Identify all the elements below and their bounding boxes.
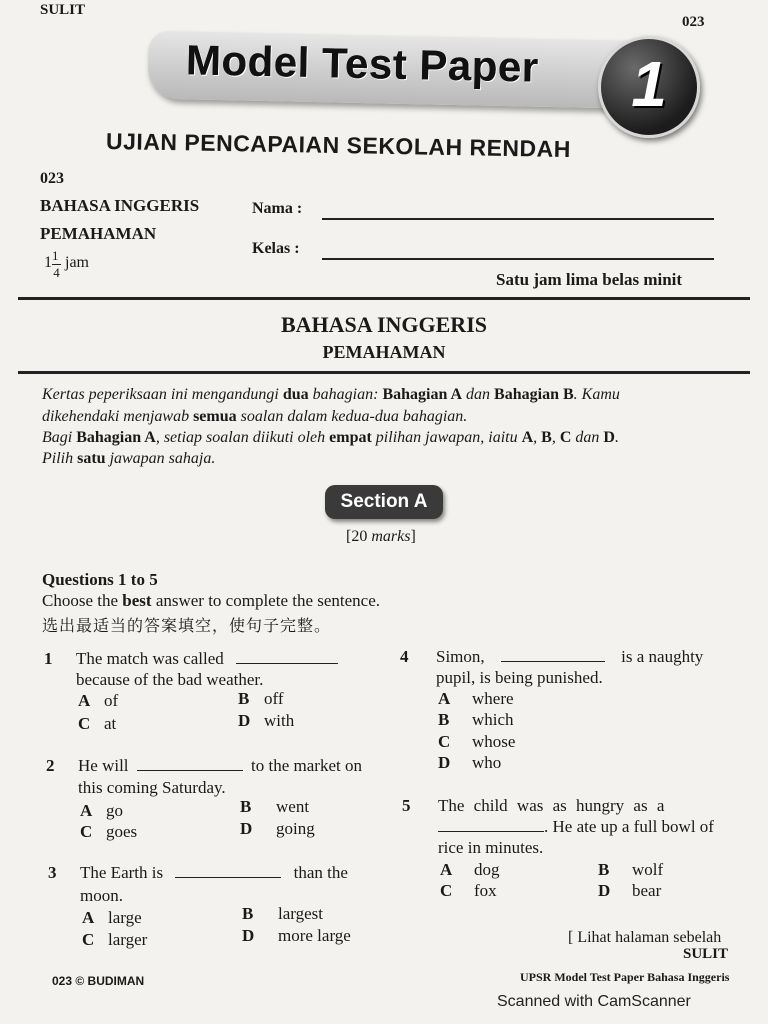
instruction-line-3 (42, 429, 619, 447)
option-text: go (106, 801, 123, 820)
question-text-line-2 (438, 817, 714, 837)
option-letter: B (238, 689, 250, 708)
option-text: off (264, 689, 284, 708)
answer-blank (236, 649, 338, 664)
option-letter: C (440, 881, 453, 900)
question-number: 3 (48, 863, 57, 882)
marks-open: [20 (346, 528, 372, 545)
option-b[interactable] (242, 904, 323, 924)
duration-words: Satu jam lima belas minit (496, 270, 683, 289)
option-text: goes (106, 822, 138, 841)
question-number: 5 (402, 796, 411, 815)
option-d[interactable] (242, 926, 351, 946)
instr-text: bahagian: (308, 386, 383, 403)
question-text-line-1 (436, 647, 703, 667)
option-text: went (276, 797, 310, 816)
question-number: 1 (44, 649, 53, 668)
option-c[interactable] (78, 714, 116, 734)
instr-emph: B (541, 429, 552, 446)
questions-instruction (42, 591, 380, 611)
option-c[interactable] (82, 930, 147, 950)
question-text-line-2: because of the bad weather. (76, 670, 264, 689)
instr-text: Kertas peperiksaan ini mengandungi (42, 386, 283, 403)
option-b[interactable] (438, 710, 514, 730)
option-c[interactable] (438, 732, 515, 752)
instr-text: dikehendaki menjawab (42, 408, 194, 425)
instr-emph: Bahagian A (382, 386, 463, 403)
option-c[interactable] (80, 822, 137, 842)
option-letter: D (242, 926, 255, 945)
instr-text: answer to complete the sentence. (151, 591, 381, 610)
duration-fraction (44, 248, 89, 280)
option-letter: C (80, 822, 93, 841)
instr-text: , setiap soalan diikuti oleh (155, 429, 330, 446)
option-letter: D (238, 711, 251, 730)
questions-instruction-chinese: 选出最适当的答案填空，使句子完整。 (42, 618, 332, 635)
marks-close: ] (410, 528, 416, 545)
answer-blank (175, 863, 281, 878)
instr-text: Bagi (42, 429, 77, 446)
title-subject: BAHASA INGGERIS (280, 312, 487, 337)
question-text-line-3: rice in minutes. (438, 838, 544, 857)
option-d[interactable] (438, 753, 501, 773)
option-text: at (104, 714, 117, 733)
question-text-line-1: The child was as hungry as a (438, 796, 665, 815)
option-text: which (472, 710, 514, 729)
banner-title: Model Test Paper (185, 36, 540, 91)
stem-text: The match was called (76, 649, 224, 668)
option-letter: B (242, 904, 254, 923)
instr-text: jawapan sahaja. (105, 450, 216, 467)
stem-text: He will (78, 756, 129, 775)
option-b[interactable] (240, 797, 309, 817)
subject-code: 023 (40, 170, 64, 187)
series-title: UPSR Model Test Paper Bahasa Inggeris (520, 970, 730, 984)
option-c[interactable] (440, 881, 497, 901)
duration-whole: 1 (44, 254, 52, 271)
option-letter: A (80, 801, 93, 820)
section-a-label: Section A (325, 485, 443, 519)
duration-unit: jam (65, 254, 89, 271)
option-a[interactable] (440, 860, 500, 880)
divider-top (18, 297, 750, 300)
option-a[interactable] (438, 689, 514, 709)
option-d[interactable] (240, 819, 315, 839)
section-marks (346, 528, 416, 546)
instr-emph: C (559, 429, 572, 446)
instr-text: , (551, 429, 560, 446)
instruction-line-4 (42, 450, 215, 468)
question-number: 2 (46, 756, 55, 775)
instr-emph: satu (77, 450, 106, 467)
option-text: dog (474, 860, 500, 879)
duration-denominator: 4 (53, 265, 60, 280)
paper-number: 1 (631, 48, 667, 120)
option-text: more large (278, 926, 351, 945)
instr-text: . Kamu (573, 386, 620, 403)
option-text: whose (472, 732, 516, 751)
option-text: bear (632, 881, 662, 900)
option-letter: A (82, 908, 95, 927)
option-letter: C (82, 930, 95, 949)
instr-emph: dua (282, 386, 309, 403)
exam-title: UJIAN PENCAPAIAN SEKOLAH RENDAH (105, 127, 572, 163)
option-letter: A (78, 691, 91, 710)
answer-blank (137, 756, 243, 771)
stem-text: is a naughty (621, 647, 704, 666)
option-text: where (472, 689, 514, 708)
option-letter: D (598, 881, 611, 900)
option-d[interactable] (598, 881, 661, 901)
question-text-line-1 (78, 756, 362, 776)
instr-emph: Bahagian B (494, 386, 574, 403)
question-text-line-1 (76, 649, 338, 669)
instr-emph: best (122, 591, 152, 610)
option-a[interactable] (82, 908, 142, 928)
answer-blank (501, 647, 605, 662)
option-letter: C (78, 714, 91, 733)
sulit-bottom-label: SULIT (683, 946, 729, 962)
kelas-label: Kelas : (252, 240, 300, 257)
question-text-line-2: moon. (80, 886, 123, 905)
option-a[interactable] (78, 691, 118, 711)
option-text: of (104, 691, 119, 710)
question-text-line-2: this coming Saturday. (78, 778, 226, 797)
kelas-field[interactable] (322, 258, 714, 260)
instr-emph: empat (329, 429, 372, 446)
option-text: going (276, 819, 315, 838)
stem-text: Simon, (436, 647, 485, 666)
nama-field[interactable] (322, 218, 714, 220)
instr-text: Pilih (42, 450, 78, 467)
option-b[interactable] (238, 689, 284, 709)
instr-text: , (533, 429, 542, 446)
paper-number-badge (598, 36, 700, 138)
option-text: large (108, 908, 142, 927)
option-text: who (472, 753, 502, 772)
scanner-watermark: Scanned with CamScanner (497, 993, 691, 1010)
next-page-note: [ Lihat halaman sebelah (568, 929, 722, 946)
option-text: largest (278, 904, 324, 923)
option-letter: B (438, 710, 450, 729)
instr-emph: Bahagian A (76, 429, 156, 446)
stem-text: . He ate up a full bowl of (544, 817, 714, 836)
stem-text: than the (293, 863, 348, 882)
instr-emph: A (521, 429, 534, 446)
paper-code-top: 023 (682, 14, 705, 30)
option-a[interactable] (80, 801, 123, 821)
instr-emph: semua (193, 408, 237, 425)
subject-name: BAHASA INGGERIS (40, 196, 200, 215)
instr-text: dan (571, 429, 604, 446)
marks-word: marks (371, 528, 411, 545)
option-letter: B (598, 860, 610, 879)
stem-text: The Earth is (80, 863, 164, 882)
option-letter: D (438, 753, 451, 772)
option-letter: C (438, 732, 451, 751)
question-text-line-1 (80, 863, 348, 883)
instruction-line-2 (42, 408, 467, 426)
option-text: larger (108, 930, 148, 949)
stem-text: to the market on (251, 756, 362, 775)
answer-blank (438, 817, 544, 832)
instruction-line-1 (42, 386, 620, 404)
option-d[interactable] (238, 711, 294, 731)
option-text: fox (474, 881, 497, 900)
option-b[interactable] (598, 860, 663, 880)
option-letter: D (240, 819, 253, 838)
questions-heading: Questions 1 to 5 (42, 570, 158, 589)
option-text: with (264, 711, 295, 730)
instr-text: pilihan jawapan, iaitu (371, 429, 522, 446)
nama-label: Nama : (252, 200, 303, 217)
instr-emph: D (603, 429, 615, 446)
instr-text: soalan dalam kedua-dua bahagian. (236, 408, 468, 425)
duration-numerator: 1 (52, 248, 59, 263)
divider-bottom (18, 371, 750, 374)
publisher-code: 023 © BUDIMAN (52, 974, 145, 988)
instr-text: . (614, 429, 619, 446)
option-text: wolf (632, 860, 664, 879)
sulit-top-label: SULIT (40, 2, 86, 18)
question-number: 4 (400, 647, 409, 666)
title-paper: PEMAHAMAN (322, 342, 446, 362)
option-letter: A (440, 860, 453, 879)
option-letter: B (240, 797, 252, 816)
instr-text: dan (462, 386, 495, 403)
question-text-line-2: pupil, is being punished. (436, 668, 603, 687)
instr-text: Choose the (42, 591, 123, 610)
paper-name: PEMAHAMAN (40, 224, 157, 243)
option-letter: A (438, 689, 451, 708)
